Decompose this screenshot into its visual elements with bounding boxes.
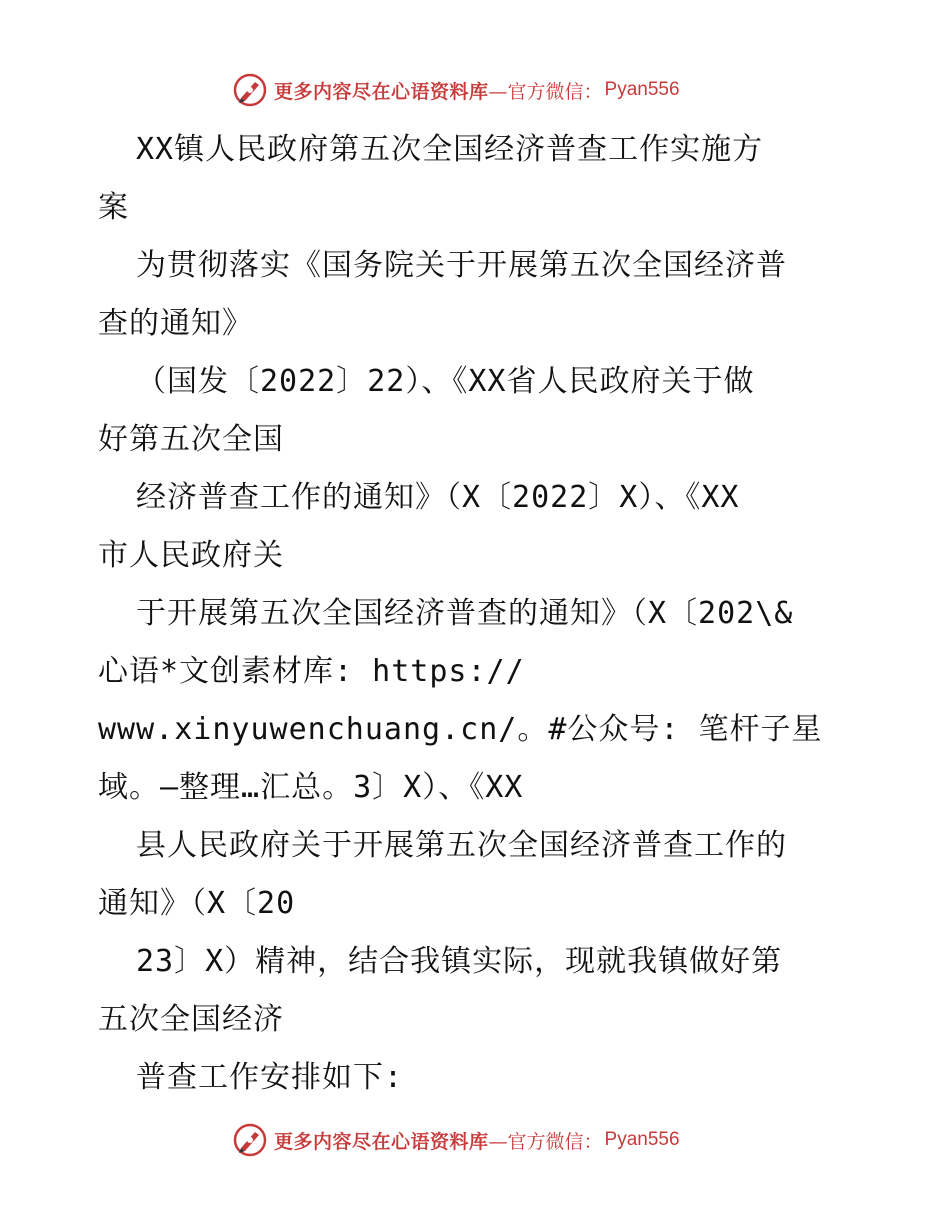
banner-text: 更多内容尽在心语资料库 — [274, 1130, 489, 1153]
text-line: www.xinyuwenchuang.cn/。#公众号: 笔杆子星 — [98, 712, 823, 747]
banner-wechat-id: Pyan556 — [604, 79, 680, 100]
banner-separator: —官方微信： — [488, 80, 603, 103]
text-line: 县人民政府关于开展第五次全国经济普查工作的 — [136, 828, 787, 863]
document-body — [98, 121, 868, 1107]
banner-text: 更多内容尽在心语资料库 — [274, 80, 489, 103]
text-line: 五次全国经济 — [98, 1002, 284, 1037]
text-line: 通知》（X〔20 — [98, 886, 296, 921]
pen-circle-logo-icon — [232, 72, 268, 108]
text-line: 为贯彻落实《国务院关于开展第五次全国经济普 — [136, 248, 787, 283]
text-line: 心语*文创素材库: https:// — [98, 654, 525, 689]
pen-circle-logo-icon — [232, 1122, 268, 1158]
footer-watermark-banner — [232, 1120, 752, 1160]
text-line: 案 — [98, 190, 129, 225]
banner-separator: —官方微信： — [488, 1130, 603, 1153]
text-line: 普查工作安排如下: — [136, 1060, 404, 1095]
text-line: 经济普查工作的通知》（X〔2022〕X）、《XX — [136, 480, 740, 515]
text-line: 于开展第五次全国经济普查的通知》（X〔202\& — [136, 596, 794, 631]
banner-wechat-id: Pyan556 — [604, 1129, 680, 1150]
text-line: 好第五次全国 — [98, 422, 284, 457]
text-line: XX镇人民政府第五次全国经济普查工作实施方 — [136, 132, 764, 167]
text-line: 23〕X）精神，结合我镇实际，现就我镇做好第 — [136, 944, 783, 979]
text-line: 域。—整理…汇总。3〕X）、《XX — [98, 770, 524, 805]
text-line: 查的通知》 — [98, 306, 253, 341]
text-line: （国发〔2022〕22）、《XX省人民政府关于做 — [136, 364, 755, 399]
text-line: 市人民政府关 — [98, 538, 284, 573]
header-watermark-banner — [232, 70, 752, 110]
